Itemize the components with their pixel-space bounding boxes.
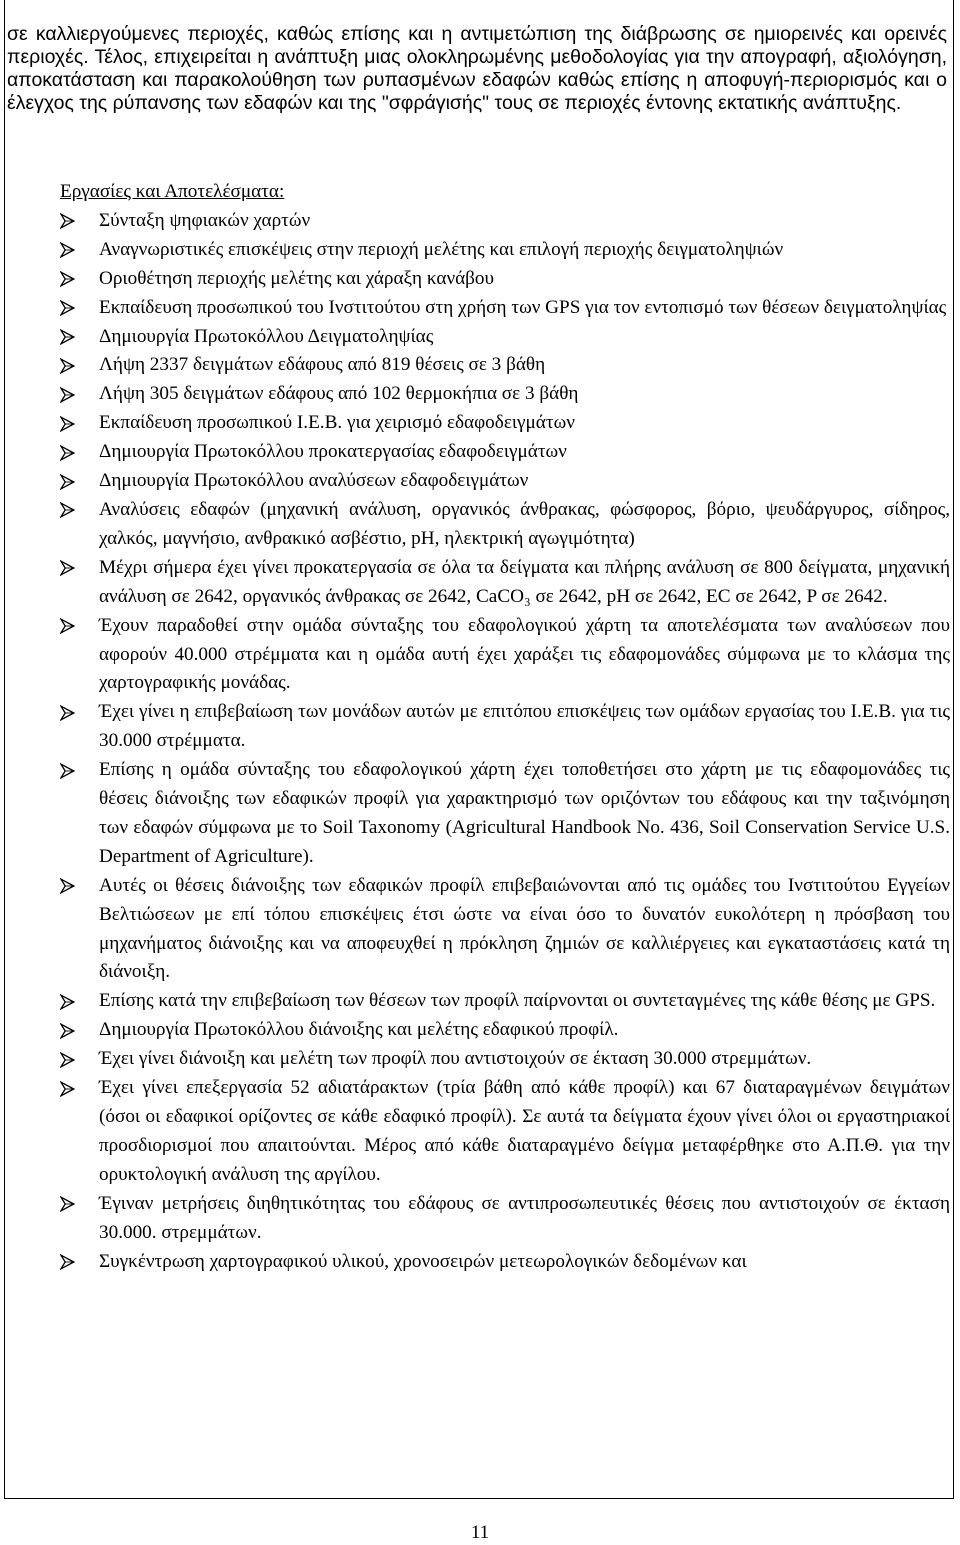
list-item xyxy=(7,1190,950,1248)
list-item xyxy=(7,409,950,438)
arrowhead-bullet-icon xyxy=(7,872,75,901)
list-item xyxy=(7,698,950,756)
arrowhead-bullet-icon xyxy=(7,294,75,323)
list-item-text: Επίσης η ομάδα σύνταξης του εδαφολογικού χάρτη έχει τοποθετήσει στο χάρτη με τις εδαφομονάδες τις θέσεις διάνοιξης των εδαφικών προφίλ για χαρακτηρισμό των οριζόντων του εδάφους και την ταξινόμηση των εδαφών σύμφωνα με το Soil Taxonomy (Agricultural Handbook No. 436, Soil Conservation Service U.S. Department of Agriculture). xyxy=(99,759,950,867)
list-item-text: Μέχρι σήμερα έχει γίνει προκατεργασία σε όλα τα δείγματα και πλήρης ανάλυση σε 800 δείγματα, μηχανική ανάλυση σε 2642, οργανικός άνθρακας σε 2642, CaCO₃ σε 2642, pH σε 2642, EC σε 2642, P σε 2642. xyxy=(99,556,950,607)
list-item xyxy=(7,1248,950,1277)
list-item xyxy=(7,554,950,612)
arrowhead-bullet-icon xyxy=(7,1190,75,1219)
list-item xyxy=(7,467,950,496)
arrowhead-bullet-icon xyxy=(7,756,75,785)
list-item xyxy=(7,496,950,554)
list-item xyxy=(7,323,950,352)
list-item xyxy=(7,351,950,380)
list-item-text: Οριοθέτηση περιοχής μελέτης και χάραξη κανάβου xyxy=(99,267,495,289)
list-item-text: Έχει γίνει η επιβεβαίωση των μονάδων αυτών με επιτόπου επισκέψεις των ομάδων εργασίας του Ι.Ε.Β. για τις 30.000 στρέμματα. xyxy=(99,701,950,752)
section-heading: Εργασίες και Αποτελέσματα: xyxy=(60,181,285,202)
list-item-text: Σύνταξη ψηφιακών χαρτών xyxy=(99,209,311,231)
list-item-text: Αναγνωριστικές επισκέψεις στην περιοχή μελέτης και επιλογή περιοχής δειγματοληψιών xyxy=(99,238,784,260)
list-item xyxy=(7,294,950,323)
list-item-text: Συγκέντρωση χαρτογραφικού υλικού, χρονοσειρών μετεωρολογικών δεδομένων και xyxy=(99,1250,747,1272)
list-item-text: Έχει γίνει επεξεργασία 52 αδιατάρακτων (τρία βάθη από κάθε προφίλ) και 67 διαταραγμένων δειγμάτων (όσοι οι εδαφικοί ορίζοντες σε κάθε εδαφικό προφίλ). Σε αυτά τα δείγματα έχουν γίνει όλοι οι εργαστηριακοί προσδιορισμοί που απαιτούνται. Μέρος από κάθε διαταραγμένο δείγμα μεταφέρθηκε στο Α.Π.Θ. για την ορυκτολογική ανάλυση της αργίλου. xyxy=(99,1077,950,1185)
arrowhead-bullet-icon xyxy=(7,1016,75,1045)
arrowhead-bullet-icon xyxy=(7,554,75,583)
list-item xyxy=(7,612,950,699)
list-item xyxy=(7,265,950,294)
arrowhead-bullet-icon xyxy=(7,1045,75,1074)
arrowhead-bullet-icon xyxy=(7,351,75,380)
arrowhead-bullet-icon xyxy=(7,612,75,641)
arrowhead-bullet-icon xyxy=(7,438,75,467)
list-item xyxy=(7,236,950,265)
list-item-text: Εκπαίδευση προσωπικού του Ινστιτούτου στη χρήση των GPS για τον εντοπισμό των θέσεων δειγματοληψίας xyxy=(99,296,947,318)
list-item-text: Λήψη 305 δειγμάτων εδάφους από 102 θερμοκήπια σε 3 βάθη xyxy=(99,383,579,405)
arrowhead-bullet-icon xyxy=(7,409,75,438)
list-item xyxy=(7,207,950,236)
list-item-text: Έχει γίνει διάνοιξη και μελέτη των προφίλ που αντιστοιχούν σε έκταση 30.000 στρεμμάτων. xyxy=(99,1048,812,1070)
intro-paragraph: σε καλλιεργούμενες περιοχές, καθώς επίσης και η αντιμετώπιση της διάβρωσης σε ημιορεινές και ορεινές περιοχές. Τέλος, επιχειρείται η ανάπτυξη μιας ολοκληρωμένης μεθοδολογίας για την απογραφή, αξιολόγηση, αποκατάσταση και παρακολούθηση των ρυπασμένων εδαφών καθώς επίσης η αποφυγή-περιορισμός και ο έλεγχος της ρύπανσης των εδαφών και της "σφράγισής" τους σε περιοχές έντονης εκτατικής ανάπτυξης. xyxy=(7,22,947,114)
list-item-text: Δημιουργία Πρωτοκόλλου διάνοιξης και μελέτης εδαφικού προφίλ. xyxy=(99,1019,619,1041)
arrowhead-bullet-icon xyxy=(7,1074,75,1103)
arrowhead-bullet-icon xyxy=(7,236,75,265)
arrowhead-bullet-icon xyxy=(7,467,75,496)
tasks-list xyxy=(7,207,950,1277)
list-item-text: Δημιουργία Πρωτοκόλλου Δειγματοληψίας xyxy=(99,325,434,347)
list-item-text: Αναλύσεις εδαφών (μηχανική ανάλυση, οργανικός άνθρακας, φώσφορος, βόριο, ψευδάργυρος, σίδηρος, χαλκός, μαγνήσιο, ανθρακικό ασβέστιο, pH, ηλεκτρική αγωγιμότητα) xyxy=(99,498,950,549)
arrowhead-bullet-icon xyxy=(7,987,75,1016)
list-item xyxy=(7,987,950,1016)
list-item-text: Εκπαίδευση προσωπικού Ι.Ε.Β. για χειρισμό εδαφοδειγμάτων xyxy=(99,412,575,434)
arrowhead-bullet-icon xyxy=(7,496,75,525)
arrowhead-bullet-icon xyxy=(7,323,75,352)
list-item xyxy=(7,1074,950,1190)
list-item-text: Δημιουργία Πρωτοκόλλου προκατεργασίας εδαφοδειγμάτων xyxy=(99,441,567,463)
list-item-text: Αυτές οι θέσεις διάνοιξης των εδαφικών προφίλ επιβεβαιώνονται από τις ομάδες του Ινστιτούτου Εγγείων Βελτιώσεων με επί τόπου επισκέψεις έτσι ώστε να είναι όσο το δυνατόν ευκολότερη η πρόσβαση του μηχανήματος διάνοιξης και να αποφευχθεί η πρόκληση ζημιών σε καλλιέργειες και εγκαταστάσεις κατά τη διάνοιξη. xyxy=(99,874,950,983)
arrowhead-bullet-icon xyxy=(7,1248,75,1277)
page-number: 11 xyxy=(470,1522,490,1543)
list-item-text: Έγιναν μετρήσεις διηθητικότητας του εδάφους σε αντιπροσωπευτικές θέσεις που αντιστοιχούν σε έκταση 30.000. στρεμμάτων. xyxy=(99,1192,950,1243)
list-item-text: Δημιουργία Πρωτοκόλλου αναλύσεων εδαφοδειγμάτων xyxy=(99,470,529,492)
arrowhead-bullet-icon xyxy=(7,265,75,294)
list-item xyxy=(7,756,950,872)
arrowhead-bullet-icon xyxy=(7,698,75,727)
list-item xyxy=(7,380,950,409)
arrowhead-bullet-icon xyxy=(7,207,75,236)
list-item-text: Επίσης κατά την επιβεβαίωση των θέσεων των προφίλ παίρνονται οι συντεταγμένες της κάθε θέσης με GPS. xyxy=(99,990,936,1012)
list-item-text: Έχουν παραδοθεί στην ομάδα σύνταξης του εδαφολογικού χάρτη τα αποτελέσματα των αναλύσεων που αφορούν 40.000 στρέμματα και η ομάδα αυτή έχει χαράξει τις εδαφομονάδες σύμφωνα με το κλάσμα της χαρτογραφικής μονάδας. xyxy=(99,614,950,694)
tasks-section xyxy=(7,178,950,1276)
list-item xyxy=(7,872,950,988)
list-item xyxy=(7,1045,950,1074)
list-item-text: Λήψη 2337 δειγμάτων εδάφους από 819 θέσεις σε 3 βάθη xyxy=(99,354,546,376)
arrowhead-bullet-icon xyxy=(7,380,75,409)
list-item xyxy=(7,1016,950,1045)
list-item xyxy=(7,438,950,467)
